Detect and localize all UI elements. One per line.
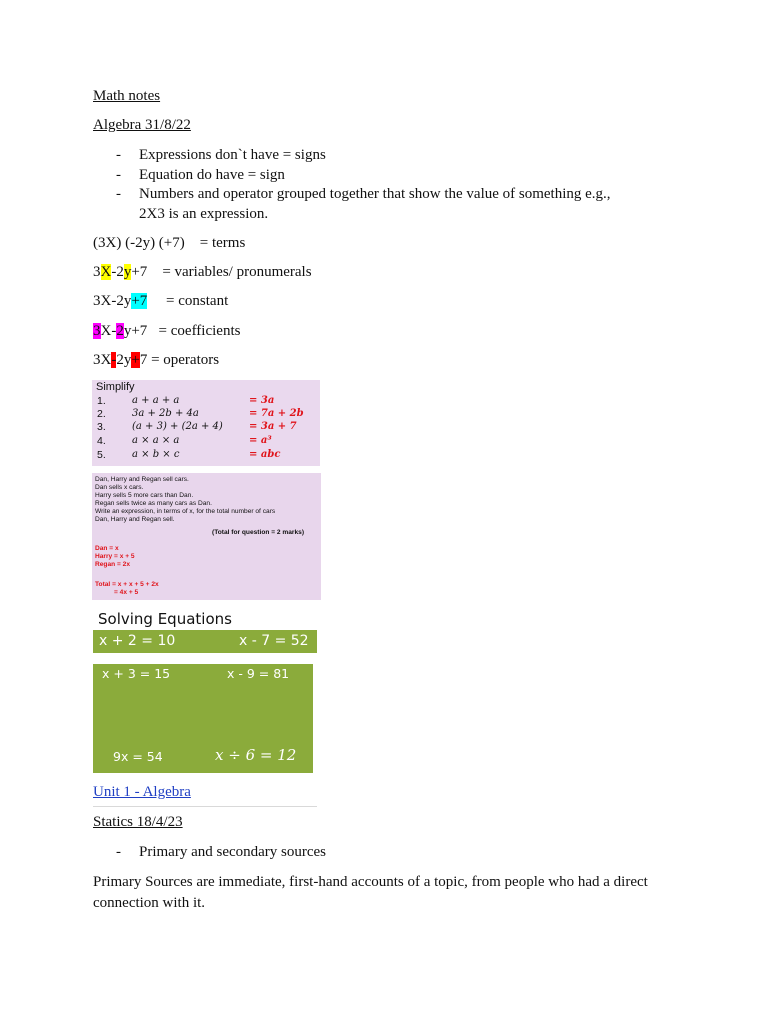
coefficients-line: 3X-2y+7 = coefficients: [93, 323, 241, 339]
doc-title: Math notes: [93, 88, 161, 104]
answer-line: = 4x + 5: [114, 589, 139, 596]
marks-label: (Total for question = 2 marks): [212, 529, 305, 536]
simplify-row: 5. a × b × c = abc: [97, 449, 281, 461]
equation-box: [93, 664, 313, 773]
answer-line: Regan = 2x: [95, 561, 131, 568]
algebra-bullets: [116, 146, 696, 224]
equation: x + 3 = 15: [102, 666, 171, 681]
simplify-row: 3. (a + 3) + (2a + 4) = 3a + 7: [97, 421, 297, 433]
equation: 9x = 54: [113, 749, 163, 764]
simplify-image: [92, 380, 320, 466]
solving-equations-title: Solving Equations: [98, 610, 232, 628]
equation: x ÷ 6 = 12: [215, 746, 297, 764]
equation: x + 2 = 10: [99, 633, 176, 649]
equation: x - 9 = 81: [227, 666, 290, 681]
terms-line: (3X) (-2y) (+7) = terms: [93, 235, 246, 251]
simplify-row: 1. a + a + a = 3a: [97, 395, 275, 407]
cars-question-image: [92, 473, 321, 600]
equation: x - 7 = 52: [239, 633, 309, 649]
answer-line: Dan = x: [95, 545, 119, 552]
question-text: Dan, Harry and Regan sell cars. Dan sells x cars. Harry sells 5 more cars than Dan. Regan sells twice as many cars as Dan. Write an expression, in terms of x, for the total number of cars Dan, Harry and Regan sell.: [95, 476, 276, 523]
equation-bar: [93, 630, 317, 653]
bullet-item: - Numbers and operator grouped together that show the value of something e.g.,: [116, 186, 611, 202]
bullet-item-continuation: 2X3 is an expression.: [139, 205, 269, 222]
bullet-item: - Expressions don`t have = signs: [116, 147, 326, 163]
divider: [93, 806, 317, 807]
constant-line: 3X-2y+7 = constant: [93, 293, 229, 309]
algebra-heading: Algebra 31/8/22: [93, 117, 191, 133]
bullet-item: - Primary and secondary sources: [116, 844, 327, 860]
answer-line: Harry = x + 5: [95, 553, 135, 560]
operators-line: 3X-2y+7 = operators: [93, 352, 220, 368]
statics-heading: Statics 18/4/23: [93, 814, 183, 830]
simplify-title: Simplify: [96, 381, 135, 393]
simplify-row: 4. a × a × a = a³: [97, 435, 272, 447]
answer-line: Total = x + x + 5 + 2x: [95, 581, 159, 588]
variables-line: 3X-2y+7 = variables/ pronumerals: [93, 264, 312, 280]
unit-link[interactable]: Unit 1 - Algebra: [93, 784, 191, 800]
bullet-item: - Equation do have = sign: [116, 166, 285, 183]
simplify-row: 2. 3a + 2b + 4a = 7a + 2b: [97, 408, 304, 420]
primary-sources-paragraph: Primary Sources are immediate, first-hand accounts of a topic, from people who had a direct connection with it.: [93, 874, 648, 911]
